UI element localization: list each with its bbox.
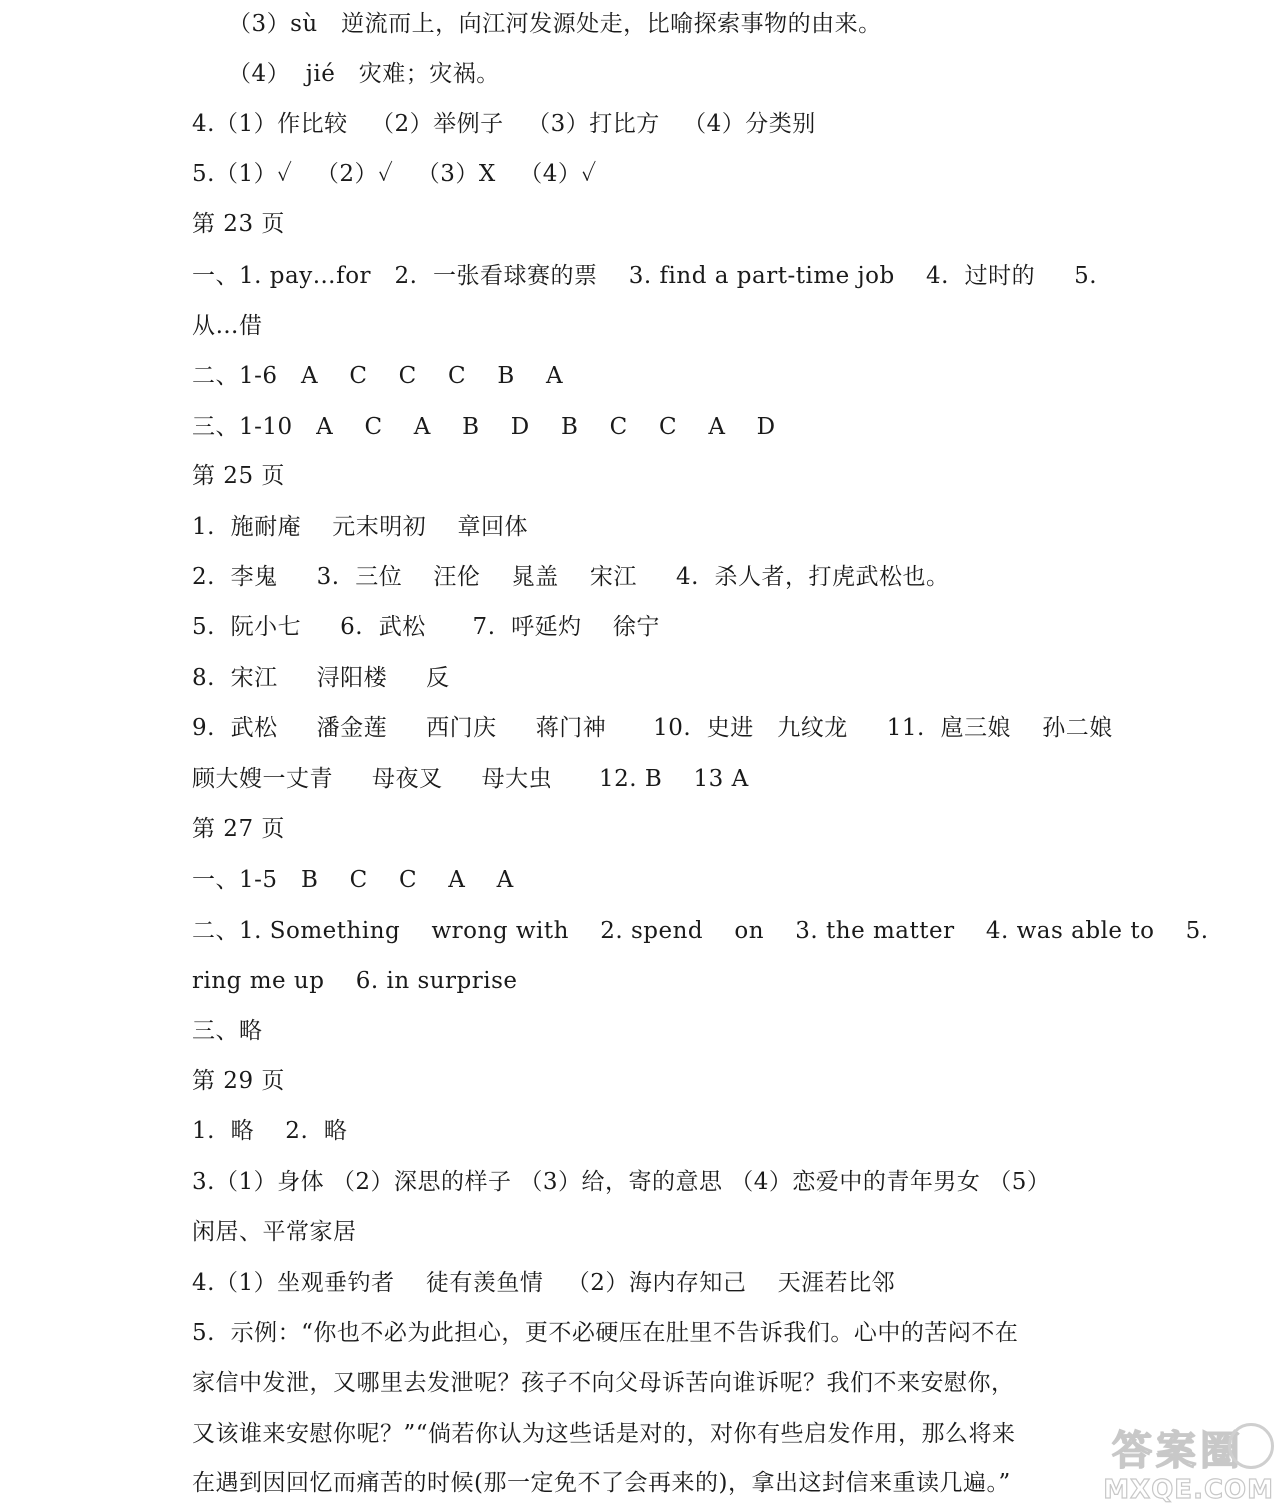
answer-line: 4.（1）作比较 （2）举例子 （3）打比方 （4）分类别	[192, 111, 816, 137]
answer-line: （3）sù 逆流而上，向江河发源处走，比喻探索事物的由来。	[228, 11, 882, 37]
answer-line: 二、1. Something wrong with 2. spend on 3. the matter 4. was able to 5.	[192, 918, 1209, 944]
answer-line: 三、略	[192, 1018, 263, 1044]
answer-line: 二、1-6 A C C C B A	[192, 363, 564, 389]
answer-line: 一、1-5 B C C A A	[192, 867, 514, 893]
answer-line: 三、1-10 A C A B D B C C A D	[192, 414, 776, 440]
answer-line: 一、1. pay…for 2. 一张看球赛的票 3. find a part-time job 4. 过时的 5.	[192, 263, 1098, 289]
watermark-url: MXQE.COM	[1103, 1475, 1274, 1505]
watermark-circle-icon	[1228, 1423, 1274, 1469]
answer-line: （4） jié 灾难；灾祸。	[228, 61, 500, 87]
answer-line: 5.（1）✓ （2）✓ （3）X （4）✓	[192, 161, 597, 187]
answer-line: 5. 阮小七 6. 武松 7. 呼延灼 徐宁	[192, 614, 660, 640]
answer-line: 1. 略 2. 略	[192, 1118, 348, 1144]
answer-line: 又该谁来安慰你呢？”“倘若你认为这些话是对的，对你有些启发作用，那么将来	[192, 1421, 1016, 1447]
answer-line: ring me up 6. in surprise	[192, 968, 518, 994]
answer-line: 顾大嫂一丈青 母夜叉 母大虫 12. B 13 A	[192, 766, 749, 792]
watermark-title: 答案圈	[1112, 1428, 1244, 1474]
answer-line: 从…借	[192, 313, 263, 339]
answer-line: 闲居、平常家居	[192, 1219, 357, 1245]
answer-line: 1. 施耐庵 元末明初 章回体	[192, 514, 529, 540]
page-heading: 第 23 页	[192, 211, 285, 237]
answer-line: 5. 示例：“你也不必为此担心，更不必硬压在肚里不告诉我们。心中的苦闷不在	[192, 1320, 1019, 1346]
page-heading: 第 25 页	[192, 463, 285, 489]
answer-line: 在遇到因回忆而痛苦的时候(那一定免不了会再来的)，拿出这封信来重读几遍。”	[192, 1470, 1011, 1496]
answer-line: 3.（1）身体 （2）深思的样子 （3）给，寄的意思 （4）恋爱中的青年男女 （5）	[192, 1169, 1051, 1195]
site-watermark	[1096, 1419, 1274, 1505]
page-heading: 第 29 页	[192, 1068, 285, 1094]
answer-line: 2. 李鬼 3. 三位 汪伦 晁盖 宋江 4. 杀人者，打虎武松也。	[192, 564, 950, 590]
answer-line: 8. 宋江 浔阳楼 反	[192, 665, 450, 691]
page-heading: 第 27 页	[192, 816, 285, 842]
answer-line: 家信中发泄，又哪里去发泄呢？孩子不向父母诉苦向谁诉呢？我们不来安慰你，	[192, 1370, 1015, 1396]
answer-line: 4.（1）坐观垂钓者 徒有羡鱼情 （2）海内存知己 天涯若比邻	[192, 1270, 896, 1296]
answer-line: 9. 武松 潘金莲 西门庆 蒋门神 10. 史进 九纹龙 11. 扈三娘 孙二娘	[192, 715, 1113, 741]
